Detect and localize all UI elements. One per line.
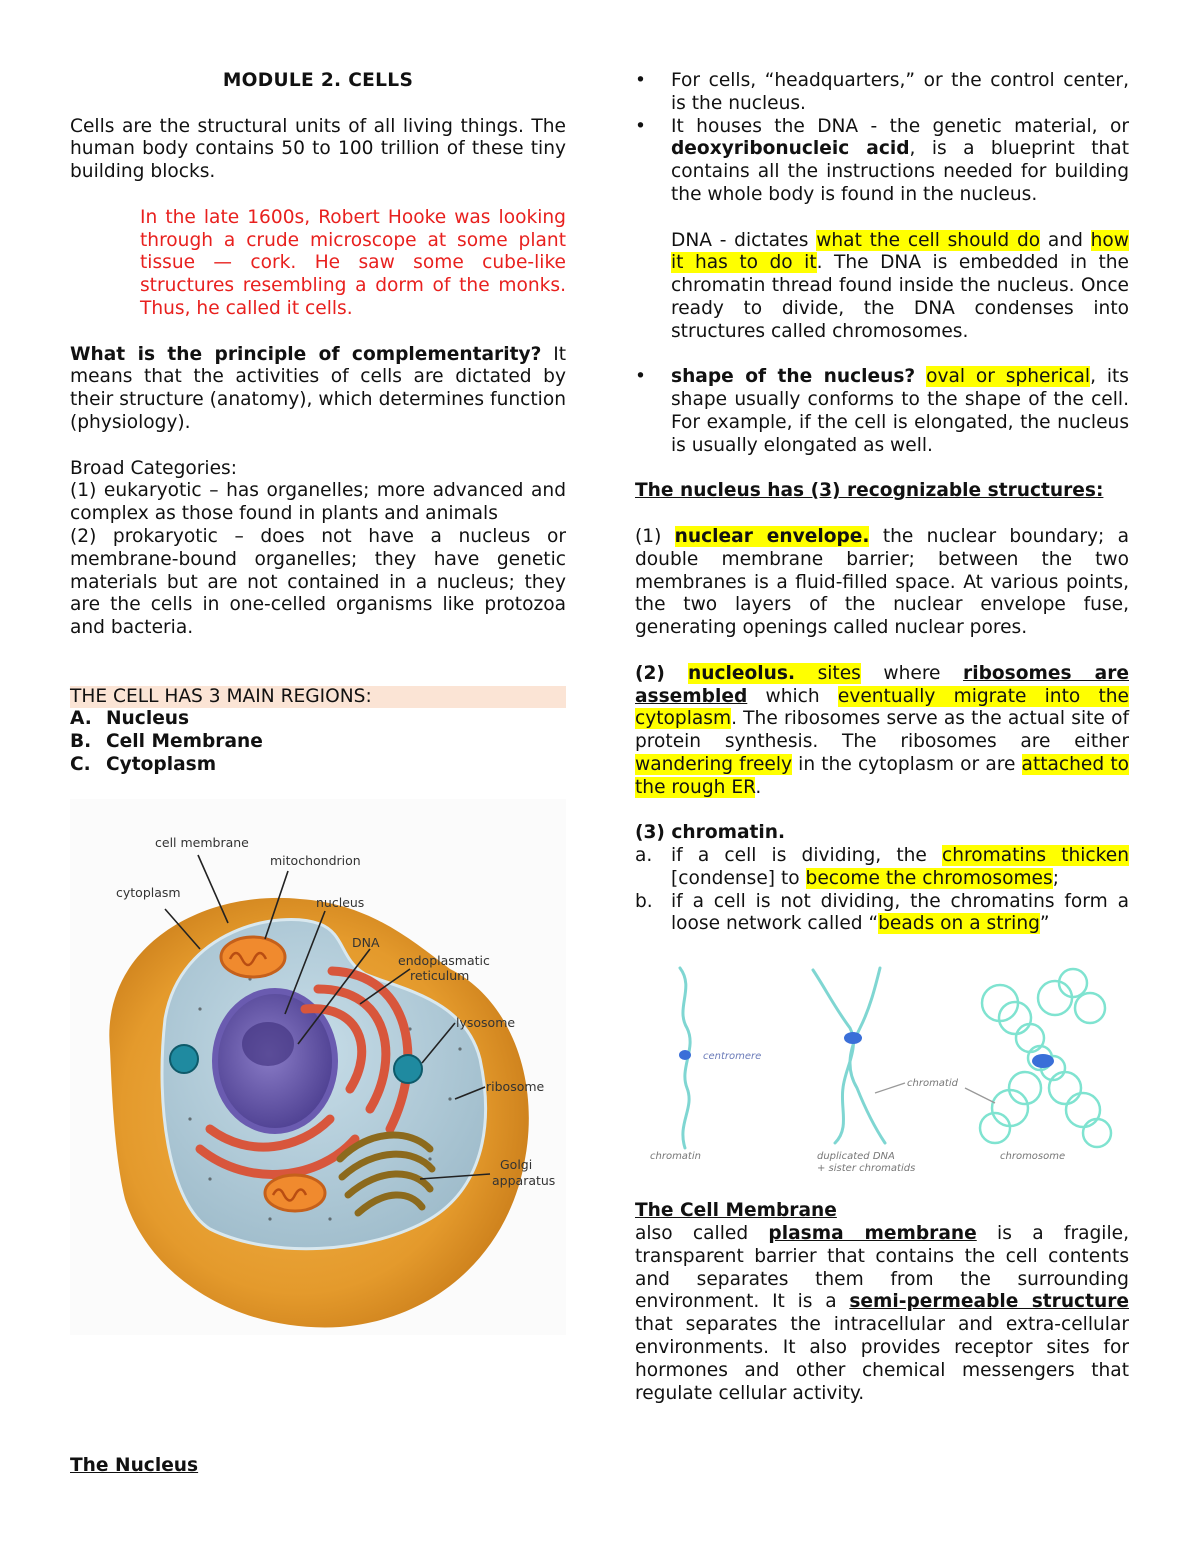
structure-chromatin-head <box>635 822 1129 845</box>
structure-nucleolus <box>635 663 1129 800</box>
right-column <box>635 70 1129 1405</box>
text: ; <box>1052 867 1059 889</box>
text: if a cell is not dividing, the chromatins form a loose network called “ <box>671 890 1129 935</box>
label-chromatid: chromatid <box>907 1078 958 1090</box>
label-cell-membrane: cell membrane <box>155 834 249 850</box>
list-marker: a. <box>635 845 653 867</box>
text: [condense] to <box>671 867 806 889</box>
chromosome-figure <box>635 958 1129 1178</box>
text <box>915 366 926 387</box>
label-chromosome: chromosome <box>1000 1151 1066 1163</box>
list-marker: b. <box>635 890 653 912</box>
regions-heading: THE CELL HAS 3 MAIN REGIONS: <box>70 686 566 709</box>
left-column <box>70 70 566 1476</box>
text: the nuclear boundary; a double membrane barrier; between the two membranes is a fluid-filled space. At various points, the two layers of the nuclear envelope fuse, generating openings called nuclear pores. <box>635 525 1130 639</box>
label-er-2: reticulum <box>410 967 470 983</box>
list-item <box>70 708 566 731</box>
complementarity-paragraph <box>70 344 566 435</box>
page-title: MODULE 2. CELLS <box>222 70 414 91</box>
bullet-text: It houses the DNA - the genetic material, or <box>671 115 1129 137</box>
structure-nuclear-envelope <box>635 526 1129 640</box>
text: and <box>1040 229 1091 251</box>
highlight: eventually migrate into the cytoplasm <box>635 685 1129 730</box>
highlight: beads on a string <box>878 913 1040 935</box>
membrane-heading-text: The Cell Membrane <box>635 1200 837 1222</box>
nucleus-heading-text: The Nucleus <box>70 1455 199 1476</box>
list-label: Cell Membrane <box>106 731 263 753</box>
label-nucleus: nucleus <box>316 894 365 910</box>
nucleus-bullets <box>635 70 1129 207</box>
text: . <box>755 776 762 798</box>
chromosome-diagram <box>635 958 1129 1178</box>
text: . The ribosomes serve as the actual site of protein synthesis. The ribosomes are either <box>635 708 1129 753</box>
complementarity-question: What is the principle of complementarity? <box>70 343 542 365</box>
membrane-heading <box>635 1200 1129 1223</box>
broad-categories-title: Broad Categories: <box>70 457 237 479</box>
chromatin-item-b <box>635 891 1129 937</box>
text: (1) <box>635 525 675 547</box>
label-lysosome: lysosome <box>456 1014 516 1030</box>
broad-category-eukaryotic: (1) eukaryotic – has organelles; more advanced and complex as those found in plants and animals <box>70 480 566 525</box>
highlight: what the cell should do <box>816 229 1041 251</box>
intro-paragraph: Cells are the structural units of all living things. The human body contains 50 to 100 trillion of these tiny building blocks. <box>70 115 566 183</box>
label-ribosome: ribosome <box>486 1078 545 1094</box>
text: where <box>860 662 964 684</box>
cell-diagram-figure <box>70 799 566 1335</box>
complementarity-answer: It means that the activities of cells are dictated by their structure (anatomy), which determines function (physiology). <box>70 343 566 433</box>
list-label: Cytoplasm <box>106 753 217 775</box>
term: (3) chromatin. <box>635 822 786 844</box>
highlight: chromatins thicken <box>941 845 1129 867</box>
shape-question: shape of the nucleus? <box>671 366 916 388</box>
regions-list <box>70 708 566 776</box>
list-marker: A. <box>70 708 92 730</box>
centromere-mark <box>679 1050 691 1060</box>
list-item <box>70 754 566 777</box>
label-golgi-1: Golgi <box>500 1156 533 1172</box>
highlight: become the chromosomes <box>805 867 1053 889</box>
label-duplicated-dna: duplicated DNA <box>817 1151 895 1163</box>
text: which <box>747 685 838 707</box>
list-item <box>70 731 566 754</box>
list-item: • It houses the DNA - the genetic material, or deoxyribonucleic acid, is a blueprint that contains all the instructions needed for building the whole body is found in the nucleus. <box>635 115 1129 205</box>
term: nuclear envelope. <box>674 525 870 547</box>
highlight: oval or spherical <box>926 366 1091 388</box>
bullet-text: For cells, “headquarters,” or the control center, is the nucleus. <box>671 70 1129 114</box>
label-sister-chromatids: + sister chromatids <box>817 1163 916 1175</box>
shape-bullet <box>635 366 1129 457</box>
cell-diagram <box>70 799 566 1335</box>
dna-term: deoxyribonucleic acid <box>671 138 910 160</box>
highlight: wandering freely <box>635 753 793 775</box>
highlight: how it has to do it <box>671 229 1129 274</box>
nucleus-heading <box>70 1455 198 1478</box>
text: ” <box>1039 913 1050 935</box>
text: is a fragile, transparent barrier that contains the cell contents and separates them from the surrounding environment. It is a <box>635 1223 1129 1313</box>
hooke-paragraph: In the late 1600s, Robert Hooke was looking through a crude microscope at some plant tissue — cork. He saw some cube-like structures resembling a dorm of the monks. Thus, he called it cells. <box>140 206 566 319</box>
membrane-paragraph <box>635 1223 1129 1405</box>
label-chromatin: chromatin <box>650 1151 701 1163</box>
label-cytoplasm: cytoplasm <box>116 884 181 900</box>
label-centromere: centromere <box>703 1051 762 1063</box>
broad-category-prokaryotic: (2) prokaryotic – does not have a nucleus or membrane-bound organelles; they have genetic materials but are not contained in a nucleus; they are the cells in one-celled organisms like protozoa and bacteria. <box>70 525 566 639</box>
text: if a cell is dividing, the <box>671 845 942 867</box>
underlined: semi-permeable structure <box>849 1291 1129 1313</box>
list-item: • For cells, “headquarters,” or the control center, is the nucleus. <box>635 70 1129 114</box>
structures-heading <box>635 480 1129 503</box>
text: in the cytoplasm or are <box>792 753 1022 775</box>
label-mitochondrion: mitochondrion <box>270 852 361 868</box>
text: (2) <box>635 662 689 684</box>
list-marker: B. <box>70 731 92 753</box>
chromatin-item-a <box>635 845 1129 891</box>
lysosome-shape <box>170 1045 198 1073</box>
label-golgi-2: apparatus <box>492 1172 556 1188</box>
underlined: plasma membrane <box>768 1223 977 1245</box>
bullet-text-cont: , is a blueprint that contains all the instructions needed for building the whole body is found in the nucleus. <box>671 138 1129 205</box>
label-dna: DNA <box>352 934 380 950</box>
dna-paragraph <box>635 230 1129 344</box>
text: also called <box>635 1223 769 1245</box>
text: DNA - dictates <box>671 229 817 251</box>
text: , its shape usually conforms to the shape of the cell. For example, if the cell is elongated, the nucleus is usually elongated as well. <box>671 366 1129 456</box>
highlight: attached to the rough ER <box>635 753 1129 798</box>
term: nucleolus. <box>688 662 796 684</box>
highlight: sites <box>795 662 861 684</box>
list-label: Nucleus <box>106 708 190 730</box>
label-er-1: endoplasmatic <box>398 952 490 968</box>
text: . The DNA is embedded in the chromatin thread found inside the nucleus. Once ready to divide, the DNA condenses into structures called chromosomes. <box>671 252 1129 342</box>
text: that separates the intracellular and extra-cellular environments. It also provides receptor sites for hormones and other chemical messengers that regulate cellular activity. <box>635 1314 1129 1404</box>
list-item: • shape of the nucleus? oval or spherical, its shape usually conforms to the shape of the cell. For example, if the cell is elongated, the nucleus is usually elongated as well. <box>635 366 1129 456</box>
list-marker: C. <box>70 753 91 775</box>
underlined: ribosomes are assembled <box>635 662 1129 707</box>
structures-heading-text: The nucleus has (3) recognizable structures: <box>635 480 1104 502</box>
